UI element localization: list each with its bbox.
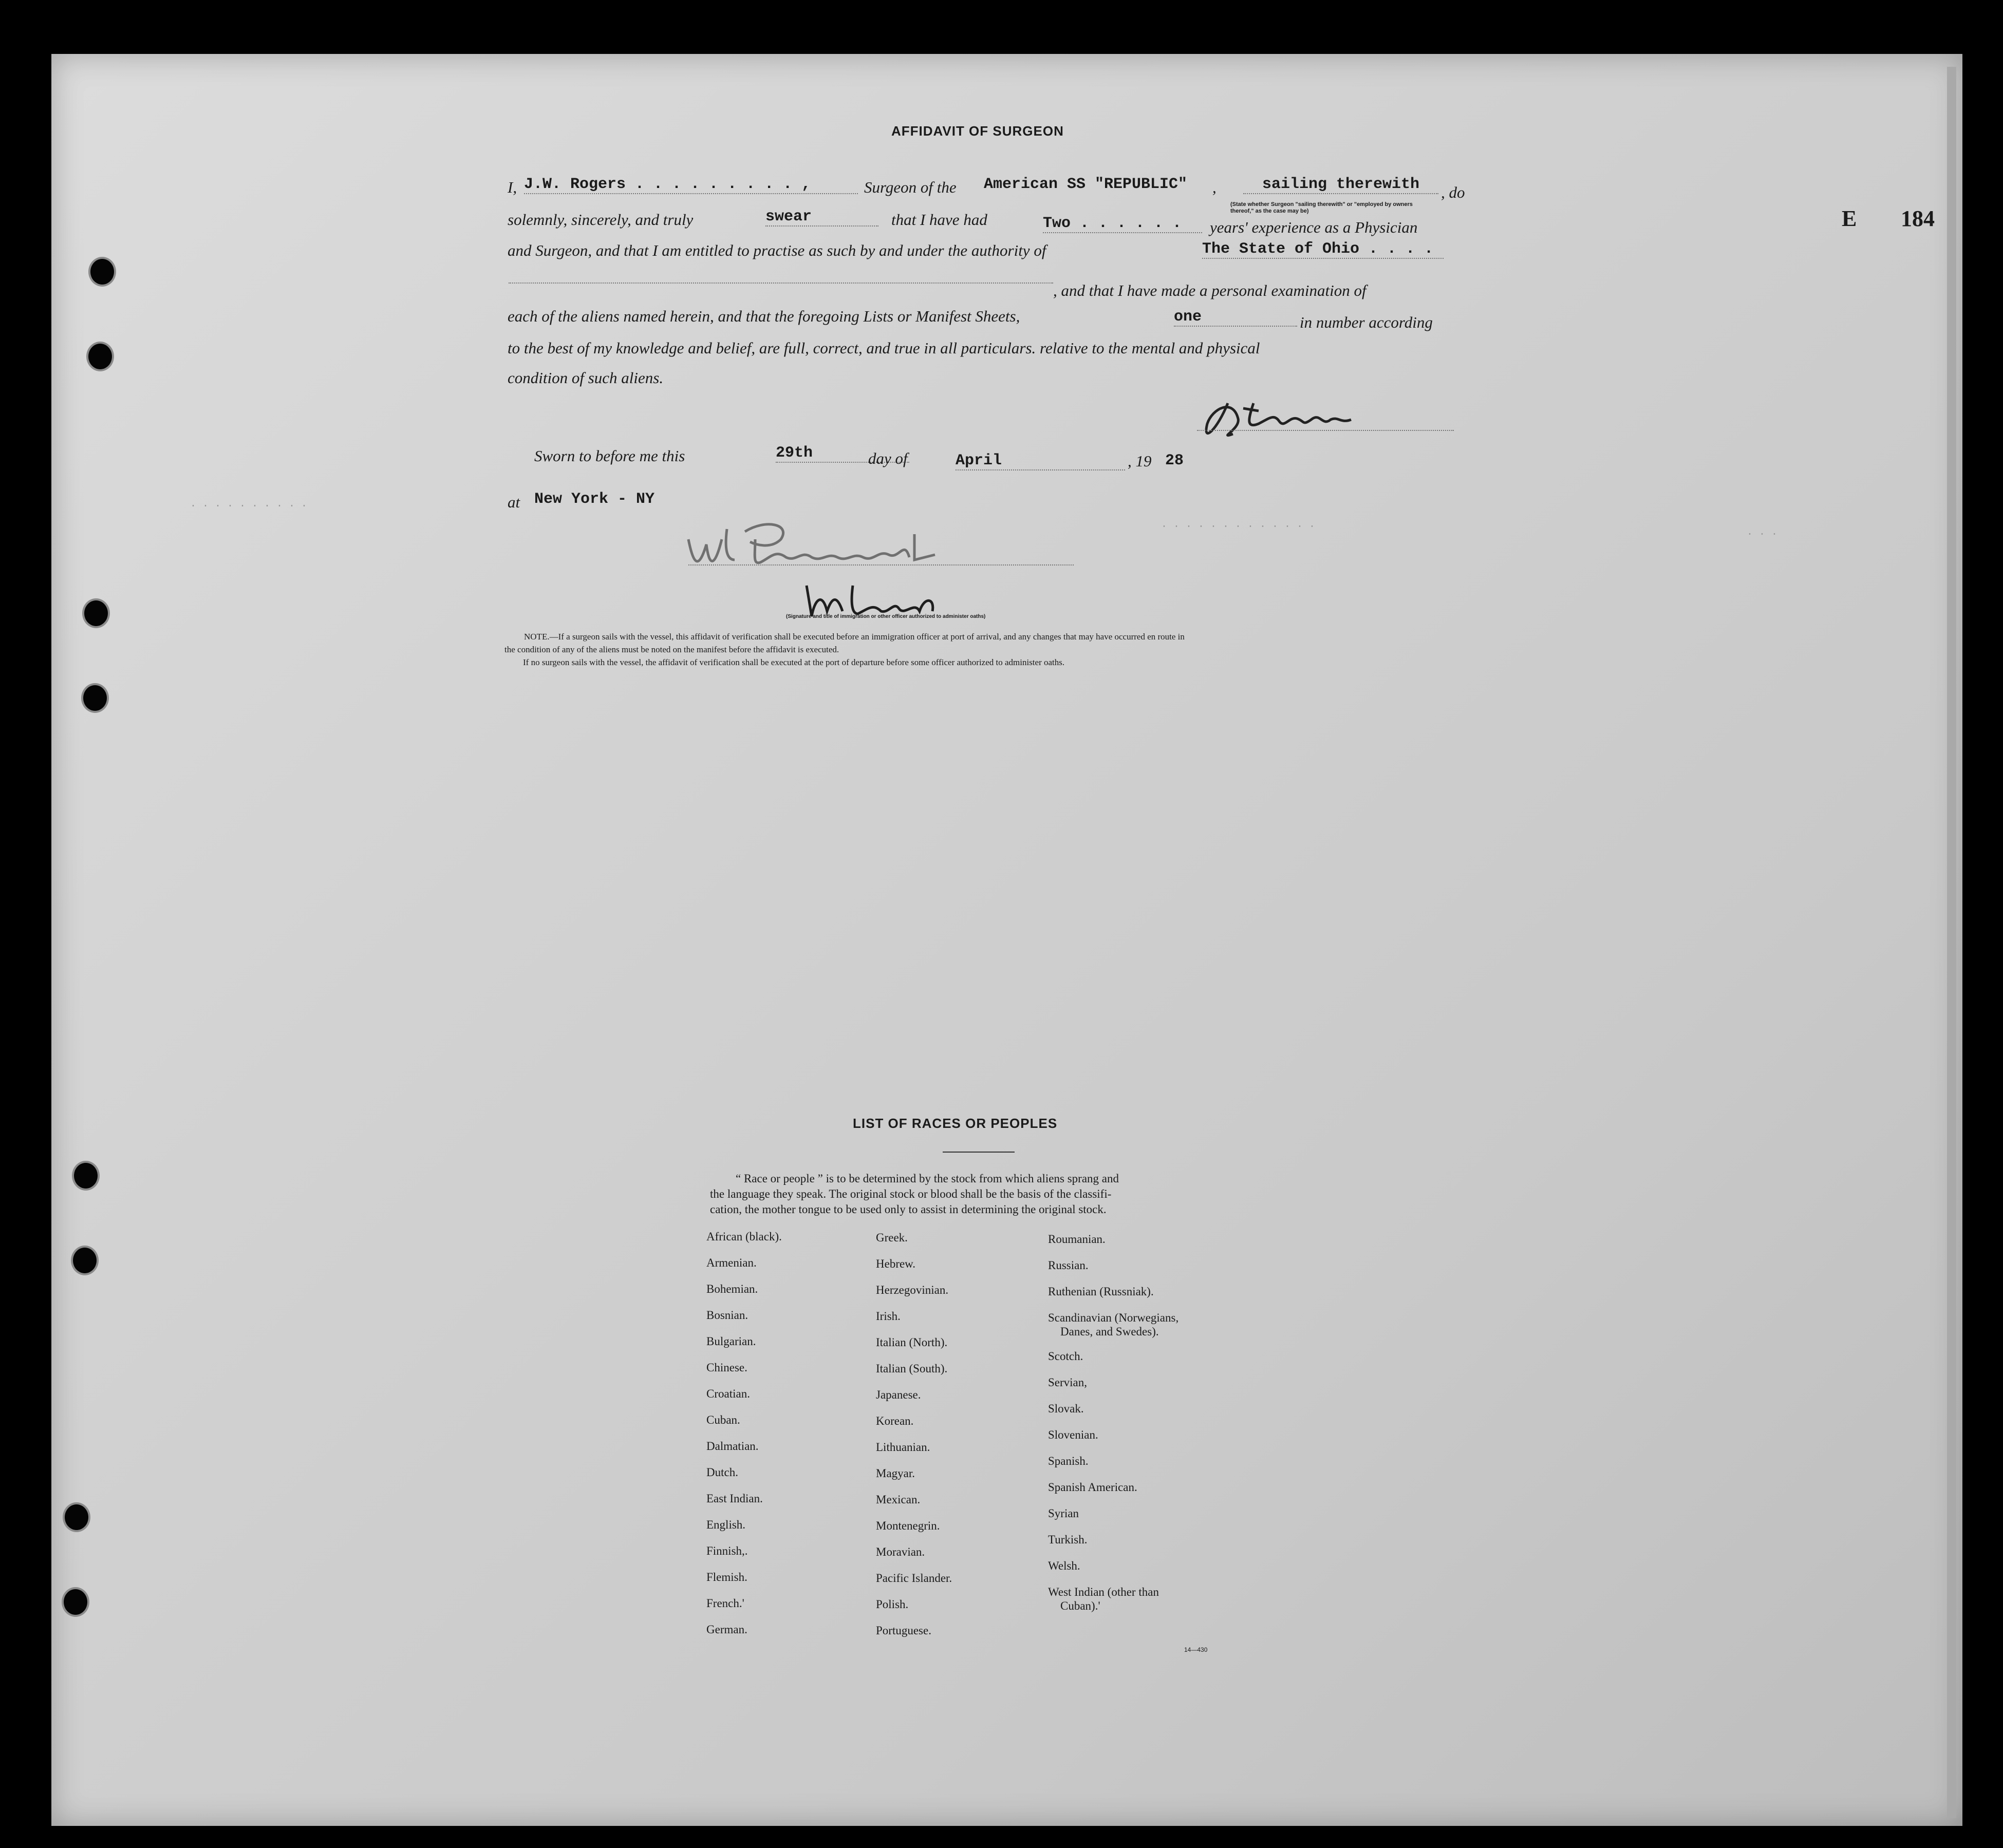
race-item: Italian (South). xyxy=(876,1362,948,1375)
affidavit-text: to the best of my knowledge and belief, are full, correct, and true in all particulars. relative to the mental and physical xyxy=(508,339,1260,357)
affidavit-text: that I have had xyxy=(891,211,987,229)
affidavit-text: in number according xyxy=(1300,313,1433,331)
surgeon-name: J.W. Rogers . . . . . . . . . , xyxy=(524,176,858,194)
race-item: Slovenian. xyxy=(1048,1428,1098,1441)
race-item: Russian. xyxy=(1048,1259,1089,1272)
race-item: Chinese. xyxy=(706,1361,747,1374)
race-item: Welsh. xyxy=(1048,1559,1080,1572)
race-item: Hebrew. xyxy=(876,1257,916,1270)
races-intro: “ Race or people ” is to be determined by the stock from which aliens sprang and xyxy=(736,1172,1119,1185)
sworn-month: April xyxy=(956,452,1125,470)
dotted-line xyxy=(509,281,1053,284)
race-item: Montenegrin. xyxy=(876,1519,940,1532)
race-item: Cuban).' xyxy=(1060,1599,1100,1612)
race-item: Dutch. xyxy=(706,1466,738,1479)
binder-hole xyxy=(86,342,114,371)
race-item: Mexican. xyxy=(876,1493,921,1506)
years-experience: Two . . . . . . xyxy=(1043,215,1202,233)
race-item: Polish. xyxy=(876,1598,909,1611)
bleed-through: . . . . . . . . . . . . . xyxy=(1161,519,1316,531)
oath-word: swear xyxy=(765,208,878,227)
race-item: East Indian. xyxy=(706,1492,763,1505)
race-item: Korean. xyxy=(876,1415,914,1427)
title-rule xyxy=(943,1152,1015,1153)
affidavit-text: day of xyxy=(868,449,908,467)
note-line-1: NOTE.—If a surgeon sails with the vessel, this affidavit of verification shall be executed before an immigration officer at port of arrival, and any changes that may have occurred en route in xyxy=(524,632,1185,642)
race-item: Lithuanian. xyxy=(876,1441,930,1454)
affidavit-text: years' experience as a Physician xyxy=(1210,218,1418,236)
binder-hole xyxy=(71,1246,99,1275)
note-line-3: If no surgeon sails with the vessel, the affidavit of verification shall be executed at the port of departure before some officer authorized to administer oaths. xyxy=(523,657,1065,667)
bleed-through: . . . xyxy=(1747,526,1778,538)
race-item: Flemish. xyxy=(706,1571,747,1583)
race-item: Bosnian. xyxy=(706,1309,748,1322)
race-item: Portuguese. xyxy=(876,1624,931,1637)
affidavit-text: solemnly, sincerely, and truly xyxy=(508,211,694,229)
affidavit-text: , and that I have made a personal examination of xyxy=(1053,281,1366,299)
race-item: Italian (North). xyxy=(876,1336,948,1349)
affidavit-text: Sworn to before me this xyxy=(534,447,685,465)
race-item: Pacific Islander. xyxy=(876,1572,952,1585)
race-item: Syrian xyxy=(1048,1507,1079,1520)
race-item: West Indian (other than xyxy=(1048,1586,1159,1598)
race-item: Dalmatian. xyxy=(706,1440,759,1453)
races-column-1 xyxy=(706,1230,782,1649)
vessel-name: American SS "REPUBLIC" xyxy=(984,176,1188,193)
race-item: Bulgarian. xyxy=(706,1335,756,1348)
race-item: Turkish. xyxy=(1048,1533,1088,1546)
binder-hole xyxy=(82,598,110,628)
race-item: French.' xyxy=(706,1597,744,1610)
race-item: Greek. xyxy=(876,1231,908,1244)
note-line-2: the condition of any of the aliens must be noted on the manifest before the affidavit is executed. xyxy=(504,645,839,654)
affidavit-text: , xyxy=(1212,178,1216,196)
race-item: Slovak. xyxy=(1048,1402,1084,1415)
race-item: Irish. xyxy=(876,1310,901,1323)
race-item: Scandinavian (Norwegians, xyxy=(1048,1311,1179,1324)
races-column-3 xyxy=(1048,1233,1178,1613)
sworn-year: 28 xyxy=(1165,452,1184,469)
race-item: Scotch. xyxy=(1048,1350,1083,1363)
race-item: Spanish. xyxy=(1048,1455,1089,1467)
race-item: Spanish American. xyxy=(1048,1481,1137,1494)
affidavit-text: , do xyxy=(1441,183,1465,201)
page-marker: E xyxy=(1842,206,1857,231)
race-item: African (black). xyxy=(706,1230,782,1243)
affidavit-text: Surgeon of the xyxy=(864,178,957,196)
race-item: Danes, and Swedes). xyxy=(1060,1325,1159,1338)
race-item: English. xyxy=(706,1518,746,1531)
race-item: Magyar. xyxy=(876,1467,915,1480)
race-item: Japanese. xyxy=(876,1388,921,1401)
sailing-status: sailing therewith xyxy=(1243,176,1438,194)
affidavit-text: each of the aliens named herein, and that the foregoing Lists or Manifest Sheets, xyxy=(508,307,1020,325)
sheet-count: one xyxy=(1174,308,1297,327)
surgeon-signature xyxy=(1197,388,1402,449)
sworn-day: 29th xyxy=(776,444,909,463)
race-item: Cuban. xyxy=(706,1413,740,1426)
signature-caption: (Signature and title of immigration or other officer authorized to administer oaths) xyxy=(786,614,986,619)
race-item: Herzegovinian. xyxy=(876,1284,949,1296)
races-intro: the language they speak. The original stock or blood shall be the basis of the classifi- xyxy=(710,1187,1112,1200)
page-edge xyxy=(1947,67,1956,1818)
race-item: Roumanian. xyxy=(1048,1233,1106,1246)
signature-line xyxy=(688,563,1074,565)
affidavit-title: AFFIDAVIT OF SURGEON xyxy=(891,123,1064,139)
race-item: Servian, xyxy=(1048,1376,1088,1389)
affidavit-text: I, xyxy=(508,178,517,196)
signature-line xyxy=(1197,429,1454,431)
sworn-place: New York - NY xyxy=(534,491,655,508)
affidavit-text: condition of such aliens. xyxy=(508,369,664,387)
race-item: Bohemian. xyxy=(706,1283,758,1295)
races-title: LIST OF RACES OR PEOPLES xyxy=(853,1116,1058,1131)
races-column-2 xyxy=(876,1231,952,1650)
binder-hole xyxy=(81,683,109,713)
race-item: Ruthenian (Russniak). xyxy=(1048,1285,1154,1298)
bleed-through: . . . . . . . . . . xyxy=(190,498,308,510)
binder-hole xyxy=(62,1587,89,1617)
race-item: Moravian. xyxy=(876,1545,925,1558)
race-item: Armenian. xyxy=(706,1256,757,1269)
race-item: Croatian. xyxy=(706,1387,750,1400)
affidavit-text: , 19 xyxy=(1128,452,1152,470)
officer-signature xyxy=(678,508,1007,627)
binder-hole xyxy=(72,1161,100,1191)
races-intro: cation, the mother tongue to be used only to assist in determining the original stock. xyxy=(710,1203,1107,1216)
sailing-note: (State whether Surgeon "sailing therewith" or "employed by owners thereof," as the case may be) xyxy=(1230,201,1413,214)
race-item: Finnish,. xyxy=(706,1544,748,1557)
affidavit-text: and Surgeon, and that I am entitled to practise as such by and under the authority of xyxy=(508,241,1046,259)
form-number: 14—430 xyxy=(1184,1646,1208,1653)
page-number: 184 xyxy=(1901,206,1935,231)
race-item: German. xyxy=(706,1623,747,1636)
affidavit-text: at xyxy=(508,493,520,511)
binder-hole xyxy=(88,257,116,287)
authority: The State of Ohio . . . . xyxy=(1202,240,1444,259)
binder-hole xyxy=(63,1502,90,1532)
